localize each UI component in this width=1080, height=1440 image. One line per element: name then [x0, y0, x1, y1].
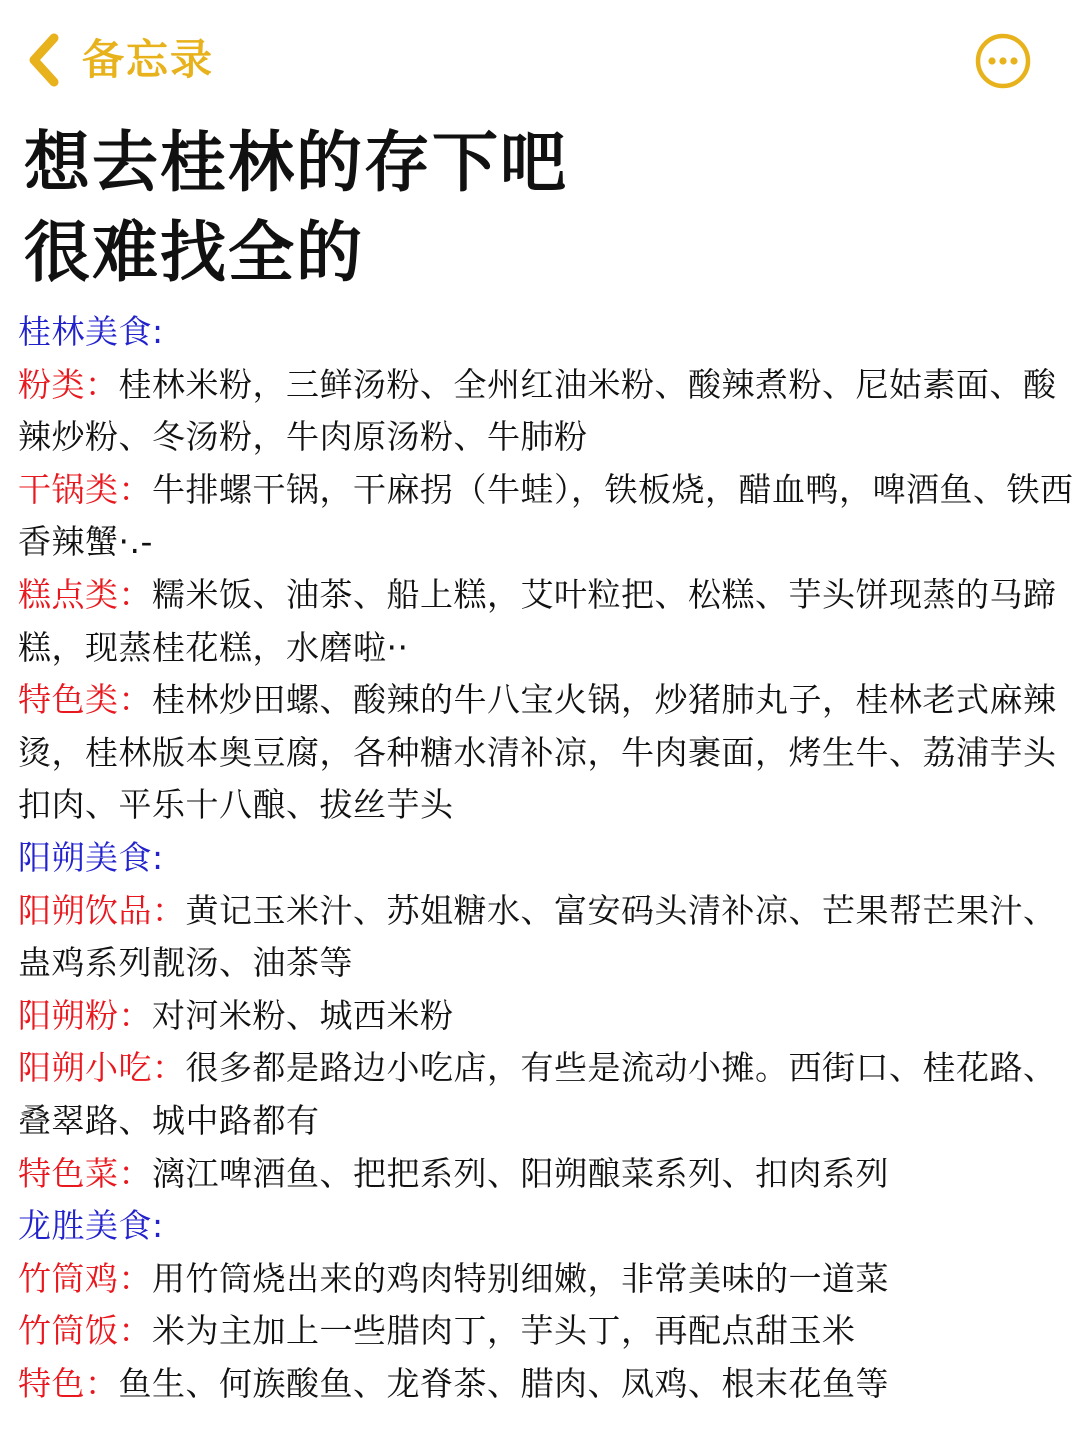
- item-label: 特色类：: [18, 680, 152, 720]
- list-item: [18, 885, 1078, 990]
- list-item: [18, 1148, 1078, 1201]
- item-text: 黄记玉米汁、苏姐糖水、富安码头清补凉、芒果帮芒果汁、蛊鸡系列靓汤、油茶等: [18, 890, 1057, 983]
- chevron-left-icon: [20, 28, 68, 92]
- item-label: 竹筒鸡：: [18, 1258, 152, 1298]
- back-label: 备忘录: [82, 35, 215, 84]
- item-text: 糯米饭、油茶、船上糕，艾叶粒把、松糕、芋头饼现蒸的马蹄糕，现蒸桂花糕，水磨啦··: [18, 574, 1057, 667]
- section-heading-yangshuo: 阳朔美食:: [18, 837, 164, 877]
- item-label: 干锅类：: [18, 469, 152, 509]
- item-label: 阳朔小吃：: [18, 1048, 186, 1088]
- list-item: [18, 1042, 1078, 1147]
- list-item: [18, 359, 1078, 464]
- note-body: [18, 306, 1078, 1410]
- title-line-2: 很难找全的: [24, 214, 364, 291]
- list-item: [18, 674, 1078, 832]
- section-heading-guilin: 桂林美食:: [18, 312, 164, 351]
- section-heading-longsheng: 龙胜美食:: [18, 1206, 164, 1246]
- nav-bar: [0, 0, 1080, 118]
- list-item: [18, 464, 1078, 569]
- back-button[interactable]: [20, 28, 214, 92]
- list-item: [18, 1305, 1078, 1358]
- item-text: 鱼生、何族酸鱼、龙脊茶、腊肉、凤鸡、根末花鱼等: [118, 1363, 889, 1403]
- item-label: 粉类：: [18, 364, 119, 404]
- item-text: 漓江啤酒鱼、把把系列、阳朔酿菜系列、扣肉系列: [152, 1153, 889, 1193]
- item-label: 竹筒饭：: [18, 1311, 152, 1351]
- more-horizontal-icon: [974, 32, 1032, 90]
- item-text: 牛排螺干锅，干麻拐（牛蛙），铁板烧，醋血鸭，啤酒鱼、铁西香辣蟹·.-: [18, 469, 1074, 562]
- item-text: 对河米粉、城西米粉: [152, 995, 454, 1035]
- list-item: [18, 1253, 1078, 1306]
- item-text: 桂林炒田螺、酸辣的牛八宝火锅，炒猪肺丸子，桂林老式麻辣烫，桂林版本奥豆腐，各种糖水清补凉，牛肉裹面，烤生牛、荔浦芋头扣肉、平乐十八酿、拔丝芋头: [18, 680, 1057, 825]
- item-text: 米为主加上一些腊肉丁，芋头丁，再配点甜玉米: [152, 1311, 856, 1351]
- title-line-1: 想去桂林的存下吧: [24, 124, 568, 201]
- item-label: 特色：: [18, 1363, 119, 1403]
- item-text: 用竹筒烧出来的鸡肉特别细嫩，非常美味的一道菜: [152, 1258, 889, 1298]
- list-item: [18, 990, 1078, 1043]
- note-title: [24, 118, 1054, 298]
- item-label: 糕点类：: [18, 574, 152, 614]
- list-item: [18, 1358, 1078, 1411]
- item-label: 特色菜：: [18, 1153, 152, 1193]
- item-label: 阳朔饮品：: [18, 890, 186, 930]
- item-label: 阳朔粉：: [18, 995, 152, 1035]
- item-text: 很多都是路边小吃店，有些是流动小摊。西街口、桂花路、叠翠路、城中路都有: [18, 1048, 1057, 1140]
- more-button[interactable]: [974, 32, 1032, 90]
- list-item: [18, 569, 1078, 674]
- item-text: 桂林米粉，三鲜汤粉、全州红油米粉、酸辣煮粉、尼姑素面、酸辣炒粉、冬汤粉，牛肉原汤粉、牛肺粉: [18, 364, 1057, 457]
